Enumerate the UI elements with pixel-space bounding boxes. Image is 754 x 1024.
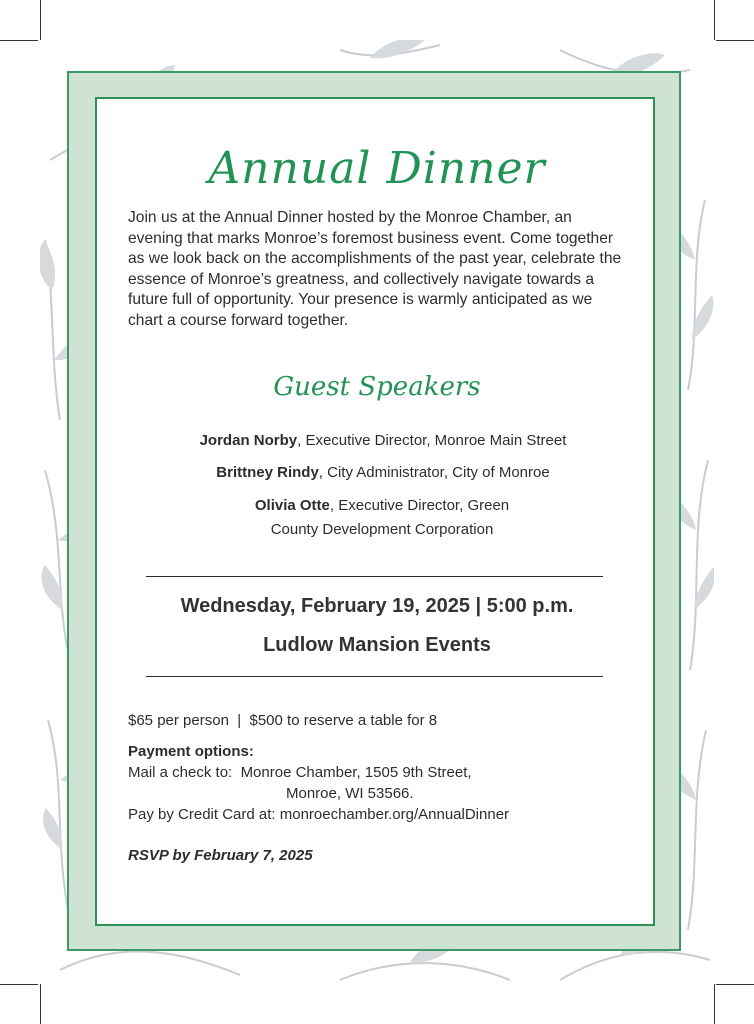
mail-address-line1: Monroe Chamber, 1505 9th Street, xyxy=(240,764,472,781)
speaker-role: , City Administrator, City of Monroe xyxy=(318,464,550,481)
invitation-title: Annual Dinner xyxy=(208,143,546,194)
event-date: Wednesday, February 19, 2025 xyxy=(180,595,470,617)
mail-label: Mail a check to: xyxy=(128,764,233,781)
speaker-entry xyxy=(125,461,641,485)
crop-mark xyxy=(40,984,41,1024)
crop-mark xyxy=(716,984,754,985)
speaker-entry xyxy=(232,494,532,542)
divider-top xyxy=(146,576,603,577)
event-time: 5:00 p.m. xyxy=(486,595,574,617)
divider-bottom xyxy=(146,676,603,677)
price-separator: | xyxy=(237,712,242,729)
speaker-role: , Executive Director, Monroe Main Street xyxy=(297,432,567,449)
event-separator: | xyxy=(475,595,482,617)
rsvp-deadline: RSVP by February 7, 2025 xyxy=(128,847,313,864)
intro-paragraph: Join us at the Annual Dinner hosted by the Monroe Chamber, an evening that marks Monroe’s foremost business event. Come together as we look back on the accomplishments of the past year, celebrate the essence of Monroe’s greatness, and collectively navigate towards a future full of opportunity. Your presence is warmly anticipated as we chart a course forward together. xyxy=(128,209,622,329)
crop-mark xyxy=(716,40,754,41)
crop-mark xyxy=(0,984,38,985)
speaker-name: Olivia Otte xyxy=(254,497,330,514)
mail-check-line xyxy=(128,762,472,783)
speaker-name: Jordan Norby xyxy=(199,432,298,449)
speaker-name: Brittney Rindy xyxy=(216,464,319,481)
crop-mark xyxy=(0,40,38,41)
event-venue: Ludlow Mansion Events xyxy=(263,634,491,656)
crop-mark xyxy=(40,0,41,40)
event-date-time xyxy=(0,595,754,618)
credit-card-line: Pay by Credit Card at: monroechamber.org/AnnualDinner xyxy=(128,806,510,823)
price-table: $500 to reserve a table for 8 xyxy=(249,712,438,729)
crop-mark xyxy=(714,0,715,40)
payment-options-heading: Payment options: xyxy=(128,743,254,760)
guest-speakers-heading: Guest Speakers xyxy=(273,372,481,402)
speaker-role: , Executive Director, Green County Development Corporation xyxy=(270,497,510,538)
pricing-line xyxy=(128,710,437,731)
mail-address-line2: Monroe, WI 53566. xyxy=(286,785,414,802)
speaker-entry xyxy=(125,429,641,453)
crop-mark xyxy=(714,984,715,1024)
price-per-person: $65 per person xyxy=(128,712,229,729)
